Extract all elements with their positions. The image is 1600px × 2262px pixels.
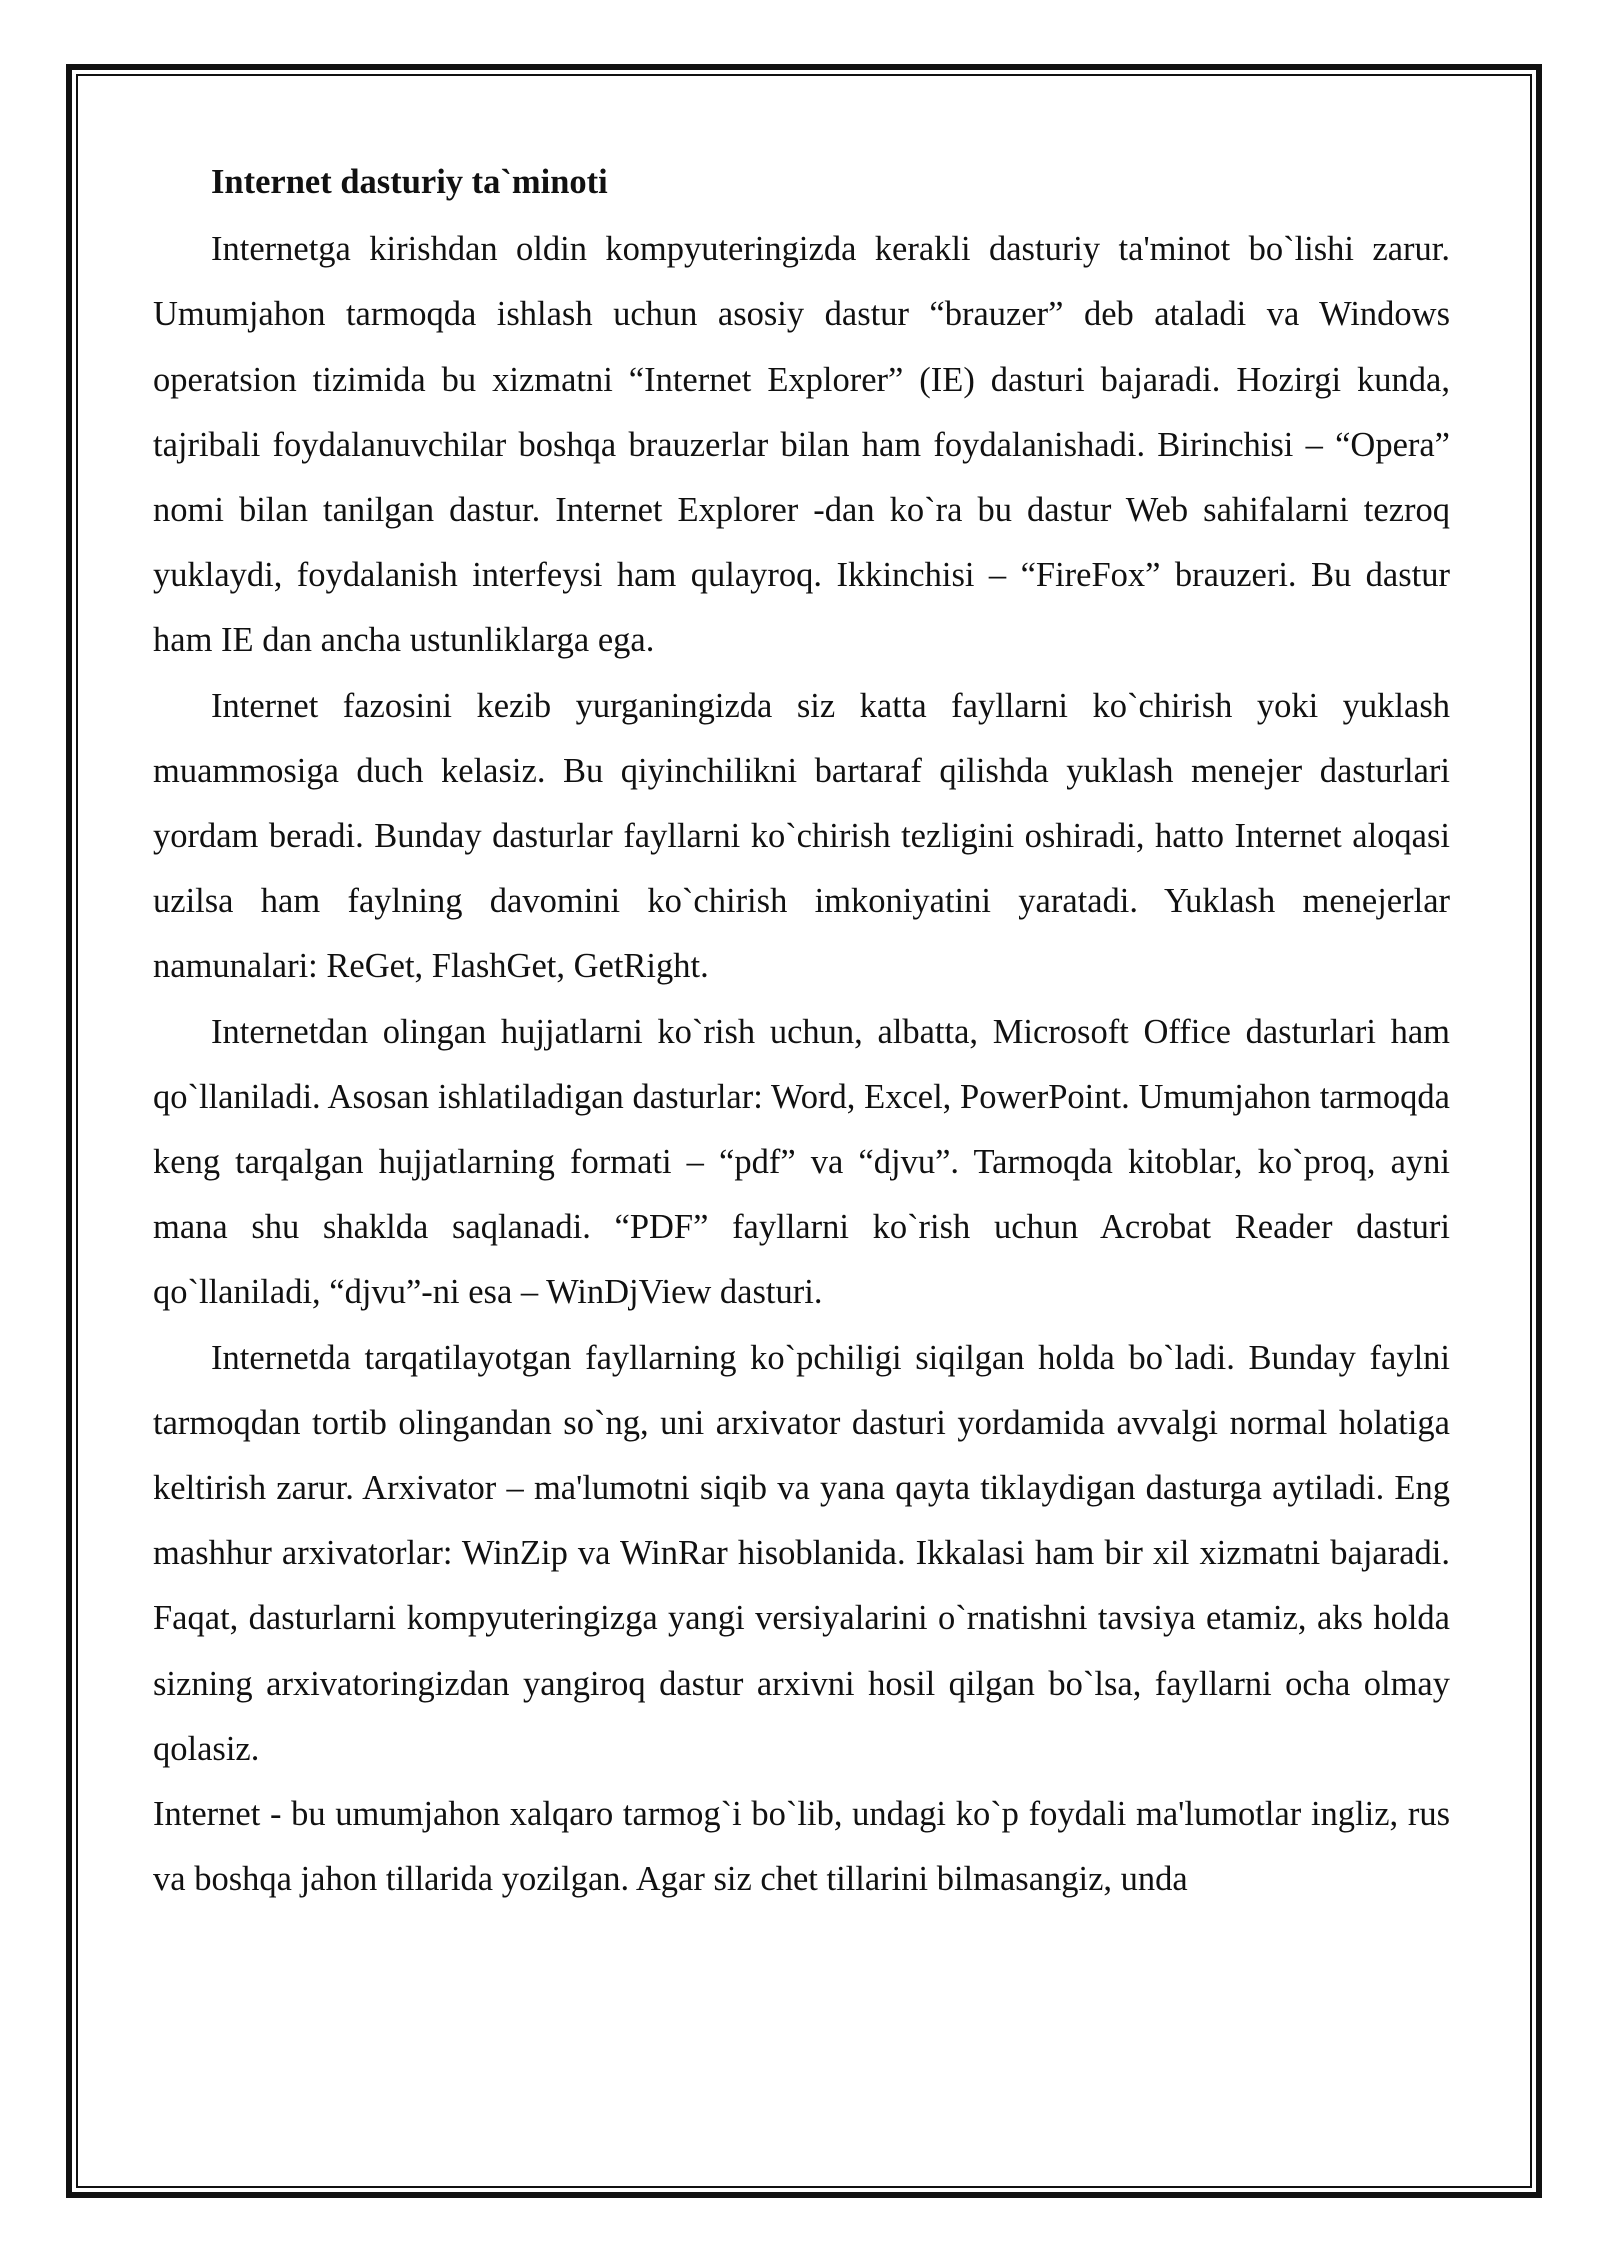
paragraph-document-viewers: Internetdan olingan hujjatlarni ko`rish uchun, albatta, Microsoft Office dasturlari ham qo`llaniladi. Asosan ishlatiladigan dasturlar: Word, Excel, PowerPoint. Umumjahon tarmoqda keng tarqalgan hujjatlarning formati – “pdf” va “djvu”. Tarmoqda kitoblar, ko`proq, ayni mana shu shaklda saqlanadi. “PDF” fayllarni ko`rish uchun Acrobat Reader dasturi qo`llaniladi, “djvu”-ni esa – WinDjView dasturi. [153,1012,1450,1312]
document-body [153,150,1450,1912]
paragraph-download-managers: Internet fazosini kezib yurganingizda siz katta fayllarni ko`chirish yoki yuklash muammosiga duch kelasiz. Bu qiyinchilikni bartaraf qilishda yuklash menejer dasturlari yordam beradi. Bunday dasturlar fayllarni ko`chirish tezligini oshiradi, hatto Internet aloqasi uzilsa ham faylning davomini ko`chirish imkoniyatini yaratadi. Yuklash menejerlar namunalari: ReGet, FlashGet, GetRight. [153,686,1450,986]
document-title: Internet dasturiy ta`minoti [211,163,608,201]
paragraph-browsers: Internetga kirishdan oldin kompyuteringizda kerakli dasturiy ta'minot bo`lishi zarur. Umumjahon tarmoqda ishlash uchun asosiy dastur “brauzer” deb ataladi va Windows operatsion tizimida bu xizmatni “Internet Explorer” (IE) dasturi bajaradi. Hozirgi kunda, tajribali foydalanuvchilar boshqa brauzerlar bilan ham foydalanishadi. Birinchisi – “Opera” nomi bilan tanilgan dastur. Internet Explorer -dan ko`ra bu dastur Web sahifalarni tezroq yuklaydi, foydalanish interfeysi ham qulayroq. Ikkinchisi – “FireFox” brauzeri. Bu dastur ham IE dan ancha ustunliklarga ega. [153,230,1450,660]
paragraph-archivers: Internetda tarqatilayotgan fayllarning ko`pchiligi siqilgan holda bo`ladi. Bunday faylni tarmoqdan tortib olingandan so`ng, uni arxivator dasturi yordamida avvalgi normal holatiga keltirish zarur. Arxivator – ma'lumotni siqib va yana qayta tiklaydigan dasturga aytiladi. Eng mashhur arxivatorlar: WinZip va WinRar hisoblanida. Ikkalasi ham bir xil xizmatni bajaradi. Faqat, dasturlarni kompyuteringizga yangi versiyalarini o`rnatishni tavsiya etamiz, aks holda sizning arxivatoringizdan yangiroq dastur arxivni hosil qilgan bo`lsa, fayllarni ocha olmay qolasiz. [153,1338,1450,1768]
paragraph-languages: Internet - bu umumjahon xalqaro tarmog`i bo`lib, undagi ko`p foydali ma'lumotlar ingliz, rus va boshqa jahon tillarida yozilgan. Agar siz chet tillarini bilmasangiz, unda [153,1795,1450,1899]
